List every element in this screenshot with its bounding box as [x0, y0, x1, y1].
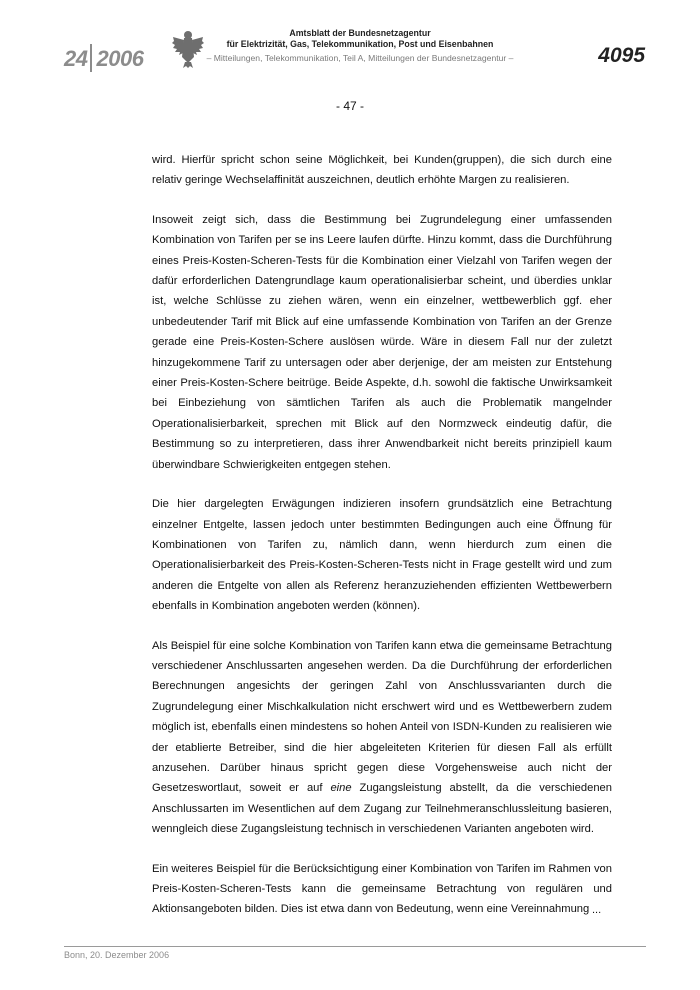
paragraph-4-before: Als Beispiel für eine solche Kombination von Tarifen kann etwa die gemeinsame Betrachtung verschiedener Anschlussarten angesehen werden. Da die Durchführung der erforderlichen Berechnungen angesichts der geringen Zahl von Anschlussvarianten durch die Zugrundelegung einer Mischkalkulation nicht erschwert wird und es Wettbewerbern zudem möglich ist, ebenfalls einen mindestens so hohen Anteil von ISDN-Kunden zu realisieren wie der etablierte Betreiber, sind die hier abgeleiteten Kriterien für diesen Fall als erfüllt anzusehen. Darüber hinaus spricht gegen diese Vorgehensweise auch nicht der Gesetzeswortlaut, soweit er auf [152, 639, 612, 795]
footer-divider [64, 946, 646, 947]
continuation-marker: ... [592, 904, 602, 916]
issue-year: 2006 [96, 46, 144, 71]
gazette-page-number: 4095 [598, 44, 645, 67]
paragraph-5: Ein weiteres Beispiel für die Berücksichtigung einer Kombination von Tarifen im Rahmen von Preis-Kosten-Scheren-Tests kann die gemeinsame Betrachtung von regulären und Aktionsangeboten bilden. Dies ist etwa dann von Bedeutung, wenn eine Vereinnahmung [152, 862, 612, 916]
paragraph-3: Die hier dargelegten Erwägungen indizieren insofern grundsätzlich eine Betrachtung einzelner Entgelte, lassen jedoch unter bestimmten Bedingungen auch eine Öffnung für Kombinationen von Tarifen zu, nämlich dann, wenn hierdurch zum einen die Operationalisierbarkeit des Preis-Kosten-Scheren-Tests nicht in Frage gestellt wird und zum anderen die Entgelte von allen als Referenz heranzuziehenden effizienten Wettbewerbern ebenfalls in Kombination angeboten werden (können). [152, 498, 612, 613]
paragraph-2: Insoweit zeigt sich, dass die Bestimmung bei Zugrundelegung einer umfassenden Kombination von Tarifen per se ins Leere laufen dürfte. Hinzu kommt, dass die Durchführung eines Preis-Kosten-Scheren-Tests für die Kombination einer Vielzahl von Tarifen wegen der dafür erforderlichen Datengrundlage kaum operationalisierbar scheint, und überdies unklar ist, welche Schlüsse zu ziehen wären, wenn ein einzelner, wettbewerblich ggf. eher unbedeutender Tarif mit Blick auf eine umfassende Kombination von Tarifen an der Grenze gerade eine Preis-Kosten-Schere auslösen würde. Wäre in diesem Fall nur der zuletzt hinzugekommene Tarif zu untersagen oder aber derjenige, der am meisten zur Entstehung einer Preis-Kosten-Schere beitrüge. Beide Aspekte, d.h. sowohl die faktische Unwirksamkeit bei Einbeziehung von sämtlichen Tarifen als auch die Problematik mangelnder Operationalisierbarkeit, sprechen mit Blick auf den Normzweck eindeutig dafür, die Bestimmung so zu interpretieren, dass ihrer Anwendbarkeit nicht bereits prinzipiell kaum überwindbare Schwierigkeiten entgegen stehen. [152, 213, 612, 471]
paragraph-1: wird. Hierfür spricht schon seine Möglichkeit, bei Kunden(gruppen), die sich durch eine relativ geringe Wechselaffinität auszeichnen, deutlich erhöhte Margen zu realisieren. [152, 154, 612, 187]
footer-date: Bonn, 20. Dezember 2006 [64, 950, 170, 960]
gazette-subtitle: – Mitteilungen, Telekommunikation, Teil A, Mitteilungen der Bundesnetzagentur – [206, 53, 514, 63]
gazette-title-line1: Amtsblatt der Bundesnetzagentur [289, 28, 431, 38]
page-marker: - 47 - [335, 99, 364, 113]
issue-divider [90, 44, 92, 72]
issue-number: 24 [64, 46, 88, 71]
gazette-title-line2: für Elektrizität, Gas, Telekommunikation, Post und Eisenbahnen [226, 39, 494, 49]
gazette-title [200, 28, 520, 50]
paragraph-4-after: Zugangsleistung abstellt, da die verschiedenen Anschlussarten im Wesentlichen auf dem Zugang zur Teilnehmeranschlussleitung basieren, wenngleich diese Zugangsleistung technisch in verschiedenen Varianten angeboten wird. [152, 782, 612, 836]
issue-label [64, 43, 143, 75]
paragraph-4 [152, 636, 612, 840]
paragraph-4-emphasis: eine [330, 782, 352, 795]
document-body [152, 150, 612, 939]
